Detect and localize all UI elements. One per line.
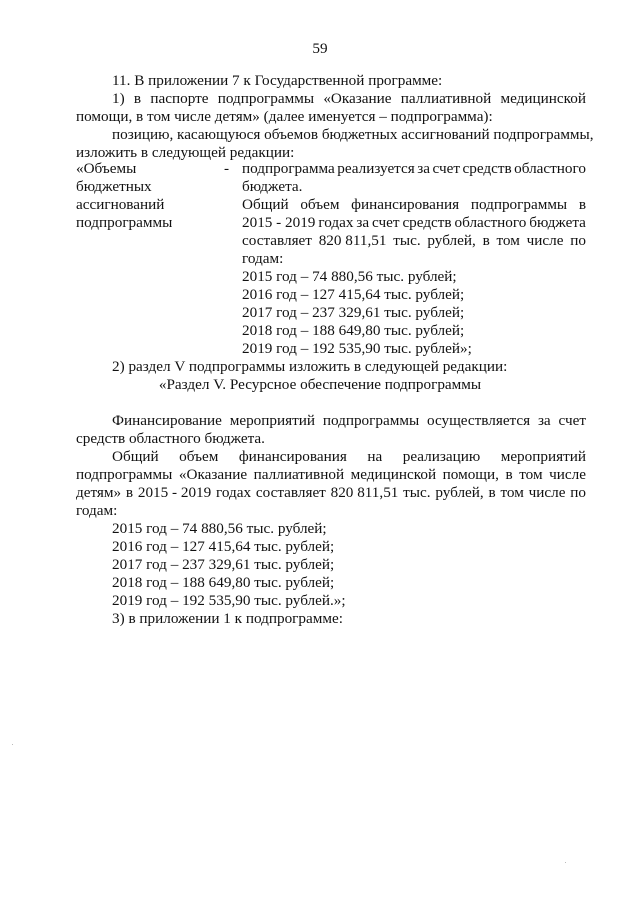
financing-line-1 — [112, 412, 586, 430]
word: годах — [318, 214, 354, 231]
word: в — [578, 196, 586, 213]
word: средств — [462, 160, 512, 177]
word: паллиативной — [400, 90, 492, 107]
word: паспорте — [150, 90, 209, 107]
word: том — [519, 466, 543, 483]
year-line: 2019 год – 192 535,90 тыс. рублей.»; — [112, 592, 346, 609]
word: числе — [526, 232, 564, 249]
word: счет — [432, 160, 460, 177]
word: счет — [372, 214, 400, 231]
word: в — [125, 484, 134, 501]
table-value-line — [242, 196, 586, 214]
total-line-3 — [76, 484, 586, 502]
word: мероприятий — [500, 448, 586, 465]
sub3-line: 3) в приложении 1 к подпрограмме: — [112, 610, 343, 627]
table-label-line: бюджетных — [76, 178, 152, 195]
word: подпрограммы — [470, 196, 568, 213]
word: медицинской — [500, 90, 586, 107]
table-label-line: подпрограммы — [76, 214, 173, 231]
word: 820 811,51 — [318, 232, 387, 249]
word: подпрограммы — [76, 466, 173, 483]
word: подпрограмма — [242, 160, 335, 177]
total-line-4: годам: — [76, 502, 118, 519]
word: детям» — [76, 484, 122, 501]
financing-line-2: средств областного бюджета. — [76, 430, 265, 447]
scan-speck — [565, 862, 566, 863]
table-value-line: бюджета. — [242, 178, 303, 195]
word: в — [133, 90, 142, 107]
word: реализуется — [337, 160, 415, 177]
table-year-line: 2018 год – 188 649,80 тыс. рублей; — [242, 322, 465, 339]
word: за — [356, 214, 370, 231]
word: тыс. — [393, 232, 421, 249]
word: финансирования — [238, 448, 347, 465]
sub2-line: 2) раздел V подпрограммы изложить в следующей редакции: — [112, 358, 508, 375]
word: по — [570, 484, 586, 501]
position-line-1: позицию, касающуюся объемов бюджетных ассигнований подпрограммы, — [112, 126, 594, 143]
word: «Оказание — [178, 466, 248, 483]
word: «Оказание — [323, 90, 392, 107]
table-value-line — [242, 160, 586, 178]
word: финансирования — [351, 196, 460, 213]
word: числе — [549, 466, 586, 483]
table-label-line: «Объемы — [76, 160, 137, 177]
word: паллиативной — [253, 466, 345, 483]
word: за — [417, 160, 430, 177]
word: помощи, — [442, 466, 499, 483]
word: бюджета — [529, 214, 586, 231]
word: числе — [528, 484, 566, 501]
word: составляет — [242, 232, 312, 249]
year-line: 2015 год – 74 880,56 тыс. рублей; — [112, 520, 327, 537]
table-year-line: 2016 год – 127 415,64 тыс. рублей; — [242, 286, 465, 303]
year-line: 2017 год – 237 329,61 тыс. рублей; — [112, 556, 335, 573]
word: объем — [179, 448, 219, 465]
section-heading: «Раздел V. Ресурсное обеспечение подпрограммы — [158, 376, 482, 393]
word: в — [505, 466, 513, 483]
word: подпрограммы — [322, 412, 420, 429]
word: том — [500, 484, 524, 501]
year-line: 2018 год – 188 649,80 тыс. рублей; — [112, 574, 335, 591]
word: 1) — [112, 90, 125, 107]
word: 2015 - 2019 — [242, 214, 316, 231]
table-value-line — [242, 214, 586, 232]
word: Финансирование — [112, 412, 222, 429]
position-line-2: изложить в следующей редакции: — [76, 144, 295, 161]
word: составляет — [255, 484, 326, 501]
sub1-line-2: помощи, в том числе детям» (далее именуется – подпрограмма): — [76, 108, 493, 125]
word: объем — [300, 196, 340, 213]
table-value-line: годам: — [242, 250, 284, 267]
word: рублей, — [427, 232, 476, 249]
word: мероприятий — [229, 412, 315, 429]
word: в — [482, 232, 490, 249]
word: областного — [454, 214, 527, 231]
word: Общий — [112, 448, 159, 465]
table-year-line: 2019 год – 192 535,90 тыс. рублей»; — [242, 340, 472, 357]
word: по — [570, 232, 586, 249]
word: медицинской — [350, 466, 437, 483]
table-dash: - — [224, 160, 230, 177]
word: осуществляется — [426, 412, 531, 429]
word: на — [367, 448, 383, 465]
word: тыс. — [403, 484, 431, 501]
word: 2015 - 2019 — [137, 484, 212, 501]
sub1-line-1 — [112, 90, 586, 108]
word: годах — [216, 484, 252, 501]
table-year-line: 2015 год – 74 880,56 тыс. рублей; — [242, 268, 457, 285]
word: рублей, — [435, 484, 484, 501]
word: подпрограммы — [217, 90, 315, 107]
page-number: 59 — [312, 40, 328, 57]
total-line-2 — [76, 466, 586, 484]
word: 820 811,51 — [330, 484, 399, 501]
year-line: 2016 год – 127 415,64 тыс. рублей; — [112, 538, 335, 555]
word: счет — [558, 412, 586, 429]
word: том — [496, 232, 520, 249]
word: областного — [514, 160, 586, 177]
table-label-line: ассигнований — [76, 196, 165, 213]
word: средств — [402, 214, 452, 231]
word: Общий — [242, 196, 289, 213]
word: в — [488, 484, 496, 501]
total-line-1 — [112, 448, 586, 466]
word: за — [537, 412, 551, 429]
word: реализацию — [402, 448, 481, 465]
table-year-line: 2017 год – 237 329,61 тыс. рублей; — [242, 304, 465, 321]
scan-speck — [12, 744, 13, 745]
table-value-line — [242, 232, 586, 250]
item-11-heading: 11. В приложении 7 к Государственной программе: — [112, 72, 443, 89]
